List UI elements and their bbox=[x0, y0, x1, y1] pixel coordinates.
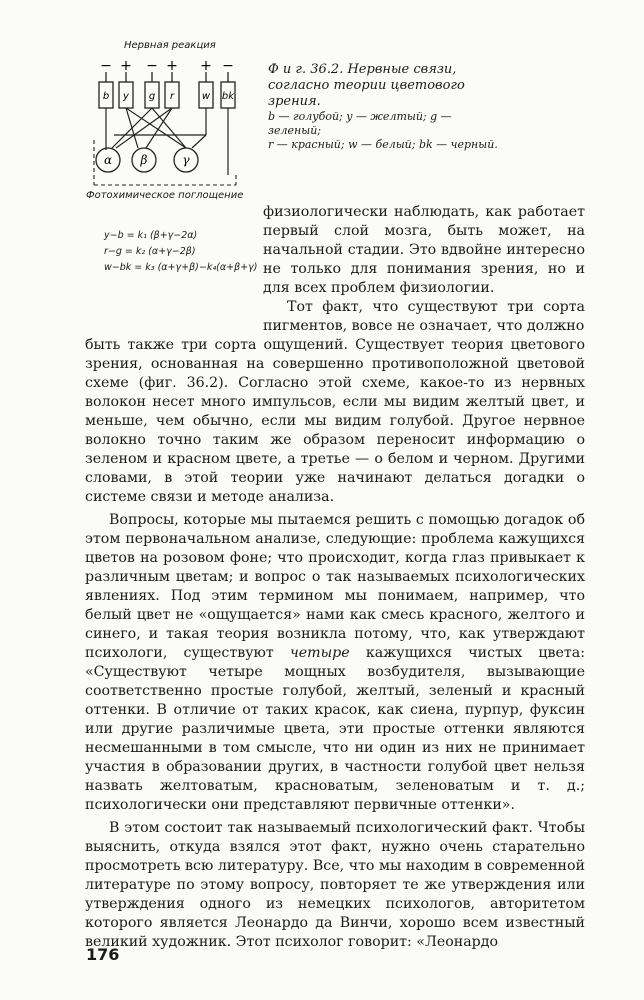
paragraph-2-rest: быть также три сорта ощущений. Существует теория цветового зрения, основанная на совершенно противоположной цветовой схеме (фиг. 36.2). Согласно этой схеме, какое-то из нервных волокон несет много импульсов, если мы видим желтый цвет, и меньше, чем обычно, если мы видим голубой. Другое нервное волокно точно таким же образом переносит информацию о зеленом и красном цвете, а третье — о белом и черном. Другими словами, в этой теории уже начинают делаться догадки о системе связи и методе анализа. bbox=[85, 337, 585, 505]
figure-top-label: Нервная реакция bbox=[124, 40, 216, 51]
paragraph-3-before: Вопросы, которые мы пытаемся решить с помощью догадок об этом первоначальном анализе, следующие: проблема кажущихся цветов на розовом фоне; что происходит, когда глаз привыкает к различным цветам; и вопрос о так называемых психологических явлениях. Под этим термином мы понимаем, например, что белый цвет не «ощущается» нами как смесь красного, желтого и синего, и такая теория возникла потому, что, как утверждают психологи, существуют bbox=[85, 512, 585, 661]
caption-title: Ф и г. 36.2. Нервные связи, согласно теории цветового зрения. bbox=[268, 62, 465, 109]
paragraph-4: В этом состоит так называемый психологический факт. Чтобы выяснить, откуда взялся этот факт, нужно очень старательно просмотреть всю литературу. Все, что мы находим в современной литературе по этому вопросу, повторяет те же утверждения или утверждения одного из немецких психологов, авторитетом которого является Леонардо да Винчи, хорошо всем известный великий художник. Этот психолог говорит: «Леонардо bbox=[85, 820, 585, 950]
page-number: 176 bbox=[86, 945, 120, 964]
figure-caption bbox=[268, 62, 508, 152]
neural-diagram bbox=[86, 40, 266, 205]
sign-1: − bbox=[100, 58, 112, 74]
box-label-bk: bk bbox=[221, 91, 235, 102]
cone-label-alpha: α bbox=[103, 153, 113, 167]
figure-bottom-label: Фотохимическое поглощение bbox=[86, 190, 244, 201]
paragraph-1: физиологически наблюдать, как работает первый слой мозга, быть может, на начальной стадии. Это вдвойне интересно не только для понимания зрения, но и для всех проблем физиологии. bbox=[263, 204, 585, 296]
caption-legend-2: r — красный; w — белый; bk — черный. bbox=[268, 138, 498, 151]
box-label-w: w bbox=[201, 91, 211, 102]
caption-legend-1: b — голубой; y — желтый; g — зеленый; bbox=[268, 110, 452, 137]
paragraph-2-start: Тот факт, что существуют три сорта пигментов, вовсе не означает, что должно bbox=[263, 299, 585, 334]
neural-diagram-svg bbox=[86, 40, 266, 200]
cone-label-beta: β bbox=[140, 153, 148, 167]
box-label-y: y bbox=[123, 91, 129, 102]
formula-2: r−g = k₂ (α+γ−2β) bbox=[104, 246, 196, 257]
sign-4: + bbox=[166, 58, 178, 74]
main-text bbox=[85, 203, 585, 952]
sign-2: + bbox=[120, 58, 132, 74]
box-label-b: b bbox=[102, 91, 110, 102]
box-label-g: g bbox=[148, 91, 156, 102]
paragraph-3 bbox=[85, 511, 585, 815]
sign-5: + bbox=[200, 58, 212, 74]
formula-1: y−b = k₁ (β+γ−2α) bbox=[104, 230, 198, 241]
sign-6: − bbox=[222, 58, 234, 74]
paragraph-3-emphasis: четыре bbox=[289, 645, 350, 661]
paragraph-3-after: кажущихся чистых цвета: «Существуют четыре мощных возбудителя, вызывающие соответственно простые голубой, желтый, зеленый и красный оттенки. В отличие от таких красок, как сиена, пурпур, фуксин или другие различимые цвета, эти простые оттенки являются несмешанными в том смысле, что ни один из них не принимает участия в образовании других, в частности голубой цвет нельзя назвать желтоватым, красноватым, зеленоватым и т. д.; психологически они представляют первичные оттенки». bbox=[85, 645, 585, 813]
cone-label-gamma: γ bbox=[182, 153, 190, 167]
sign-3: − bbox=[146, 58, 158, 74]
box-label-r: r bbox=[169, 91, 175, 102]
formula-3: w−bk = k₃ (α+γ+β)−k₄(α+β+γ) bbox=[104, 262, 258, 273]
